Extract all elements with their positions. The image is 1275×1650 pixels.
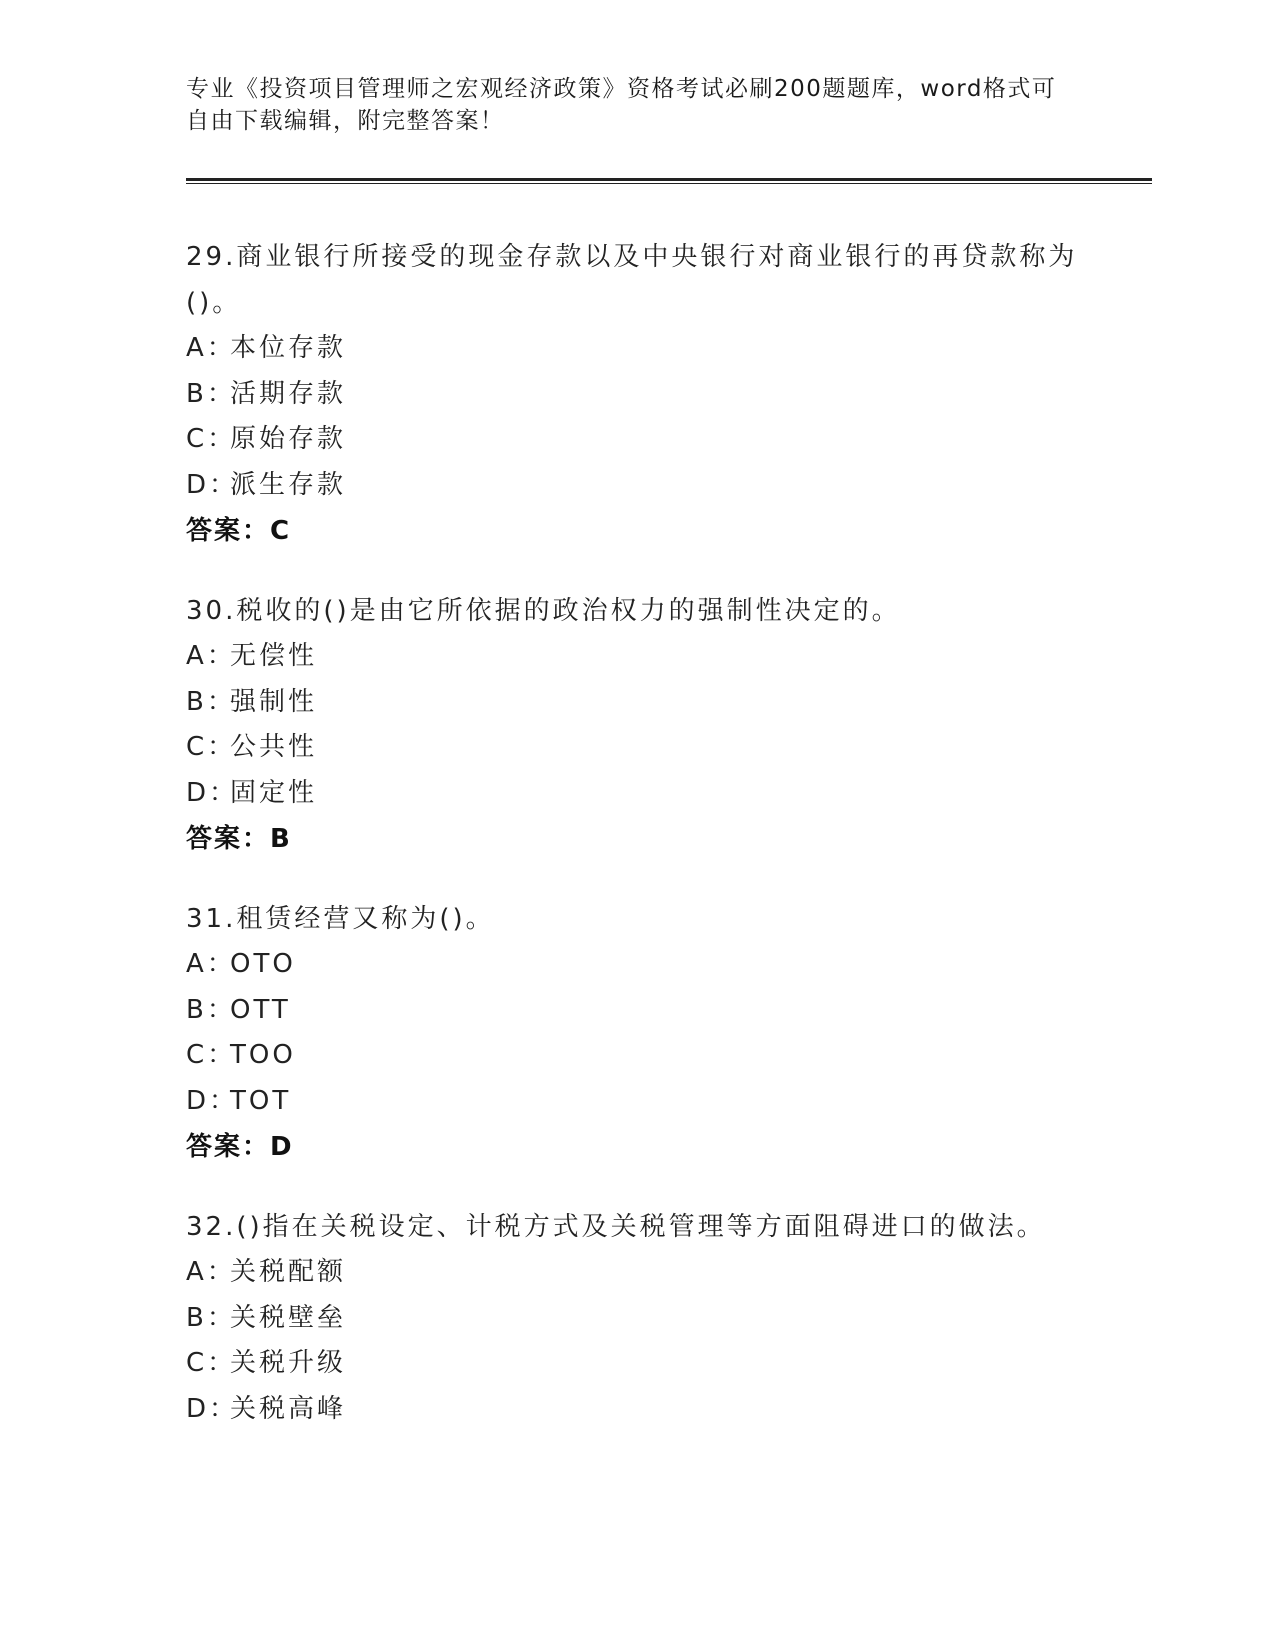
question-list [186,234,1086,1466]
option-text: OTT [230,994,291,1025]
option-c [186,417,1086,463]
question-stem: 31.租赁经营又称为()。 [186,904,495,934]
option-text: 关税壁垒 [230,1302,347,1333]
option-text: 关税高峰 [230,1393,347,1424]
option-text: 原始存款 [230,424,347,454]
option-text: TOT [230,1085,292,1116]
option-text: 关税配额 [230,1257,347,1287]
option-d [186,1079,1086,1125]
option-key: B： [186,1302,236,1333]
answer-label: 答案：D [186,1132,294,1162]
option-key: D： [186,1085,239,1116]
option-d [186,463,1086,509]
question-29 [186,234,1086,554]
question-stem: 32.()指在关税设定、计税方式及关税管理等方面阻碍进口的做法。 [186,1212,1046,1242]
option-key: A： [186,333,236,363]
option-key: C： [186,1348,237,1378]
answer-label: 答案：C [186,516,292,546]
option-key: B： [186,994,236,1025]
header-divider-thick [186,178,1152,181]
option-key: B： [186,378,236,409]
header-divider-thin [186,183,1152,184]
option-text: 活期存款 [230,378,347,409]
option-b [186,1296,1086,1342]
question-31 [186,896,1086,1170]
question-32 [186,1204,1086,1432]
option-text: OTO [230,949,296,979]
option-c [186,1033,1086,1079]
option-b [186,680,1086,726]
option-a [186,326,1086,372]
option-a [186,1250,1086,1296]
option-key: A： [186,1257,236,1287]
option-key: A： [186,949,236,979]
option-key: A： [186,641,236,671]
option-b [186,372,1086,418]
option-key: D： [186,777,239,808]
option-text: 派生存款 [230,469,347,500]
option-text: 强制性 [230,686,318,717]
option-key: C： [186,732,237,762]
document-header: 专业《投资项目管理师之宏观经济政策》资格考试必刷200题题库，word格式可自由下载编辑，附完整答案！ [186,76,1057,134]
option-key: D： [186,469,239,500]
option-text: 公共性 [230,732,318,762]
option-d [186,771,1086,817]
option-c [186,1341,1086,1387]
answer-label: 答案：B [186,824,292,854]
option-text: 关税升级 [230,1348,347,1378]
option-d [186,1387,1086,1433]
option-text: 无偿性 [230,641,318,671]
option-text: 本位存款 [230,333,347,363]
option-a [186,942,1086,988]
option-a [186,634,1086,680]
option-key: D： [186,1393,239,1424]
option-text: TOO [230,1040,296,1070]
option-key: C： [186,1040,237,1070]
question-30 [186,588,1086,862]
option-key: C： [186,424,237,454]
option-key: B： [186,686,236,717]
question-stem: 29.商业银行所接受的现金存款以及中央银行对商业银行的再贷款称为()。 [186,242,1078,318]
option-c [186,725,1086,771]
option-b [186,988,1086,1034]
question-stem: 30.税收的()是由它所依据的政治权力的强制性决定的。 [186,596,901,626]
option-text: 固定性 [230,777,318,808]
